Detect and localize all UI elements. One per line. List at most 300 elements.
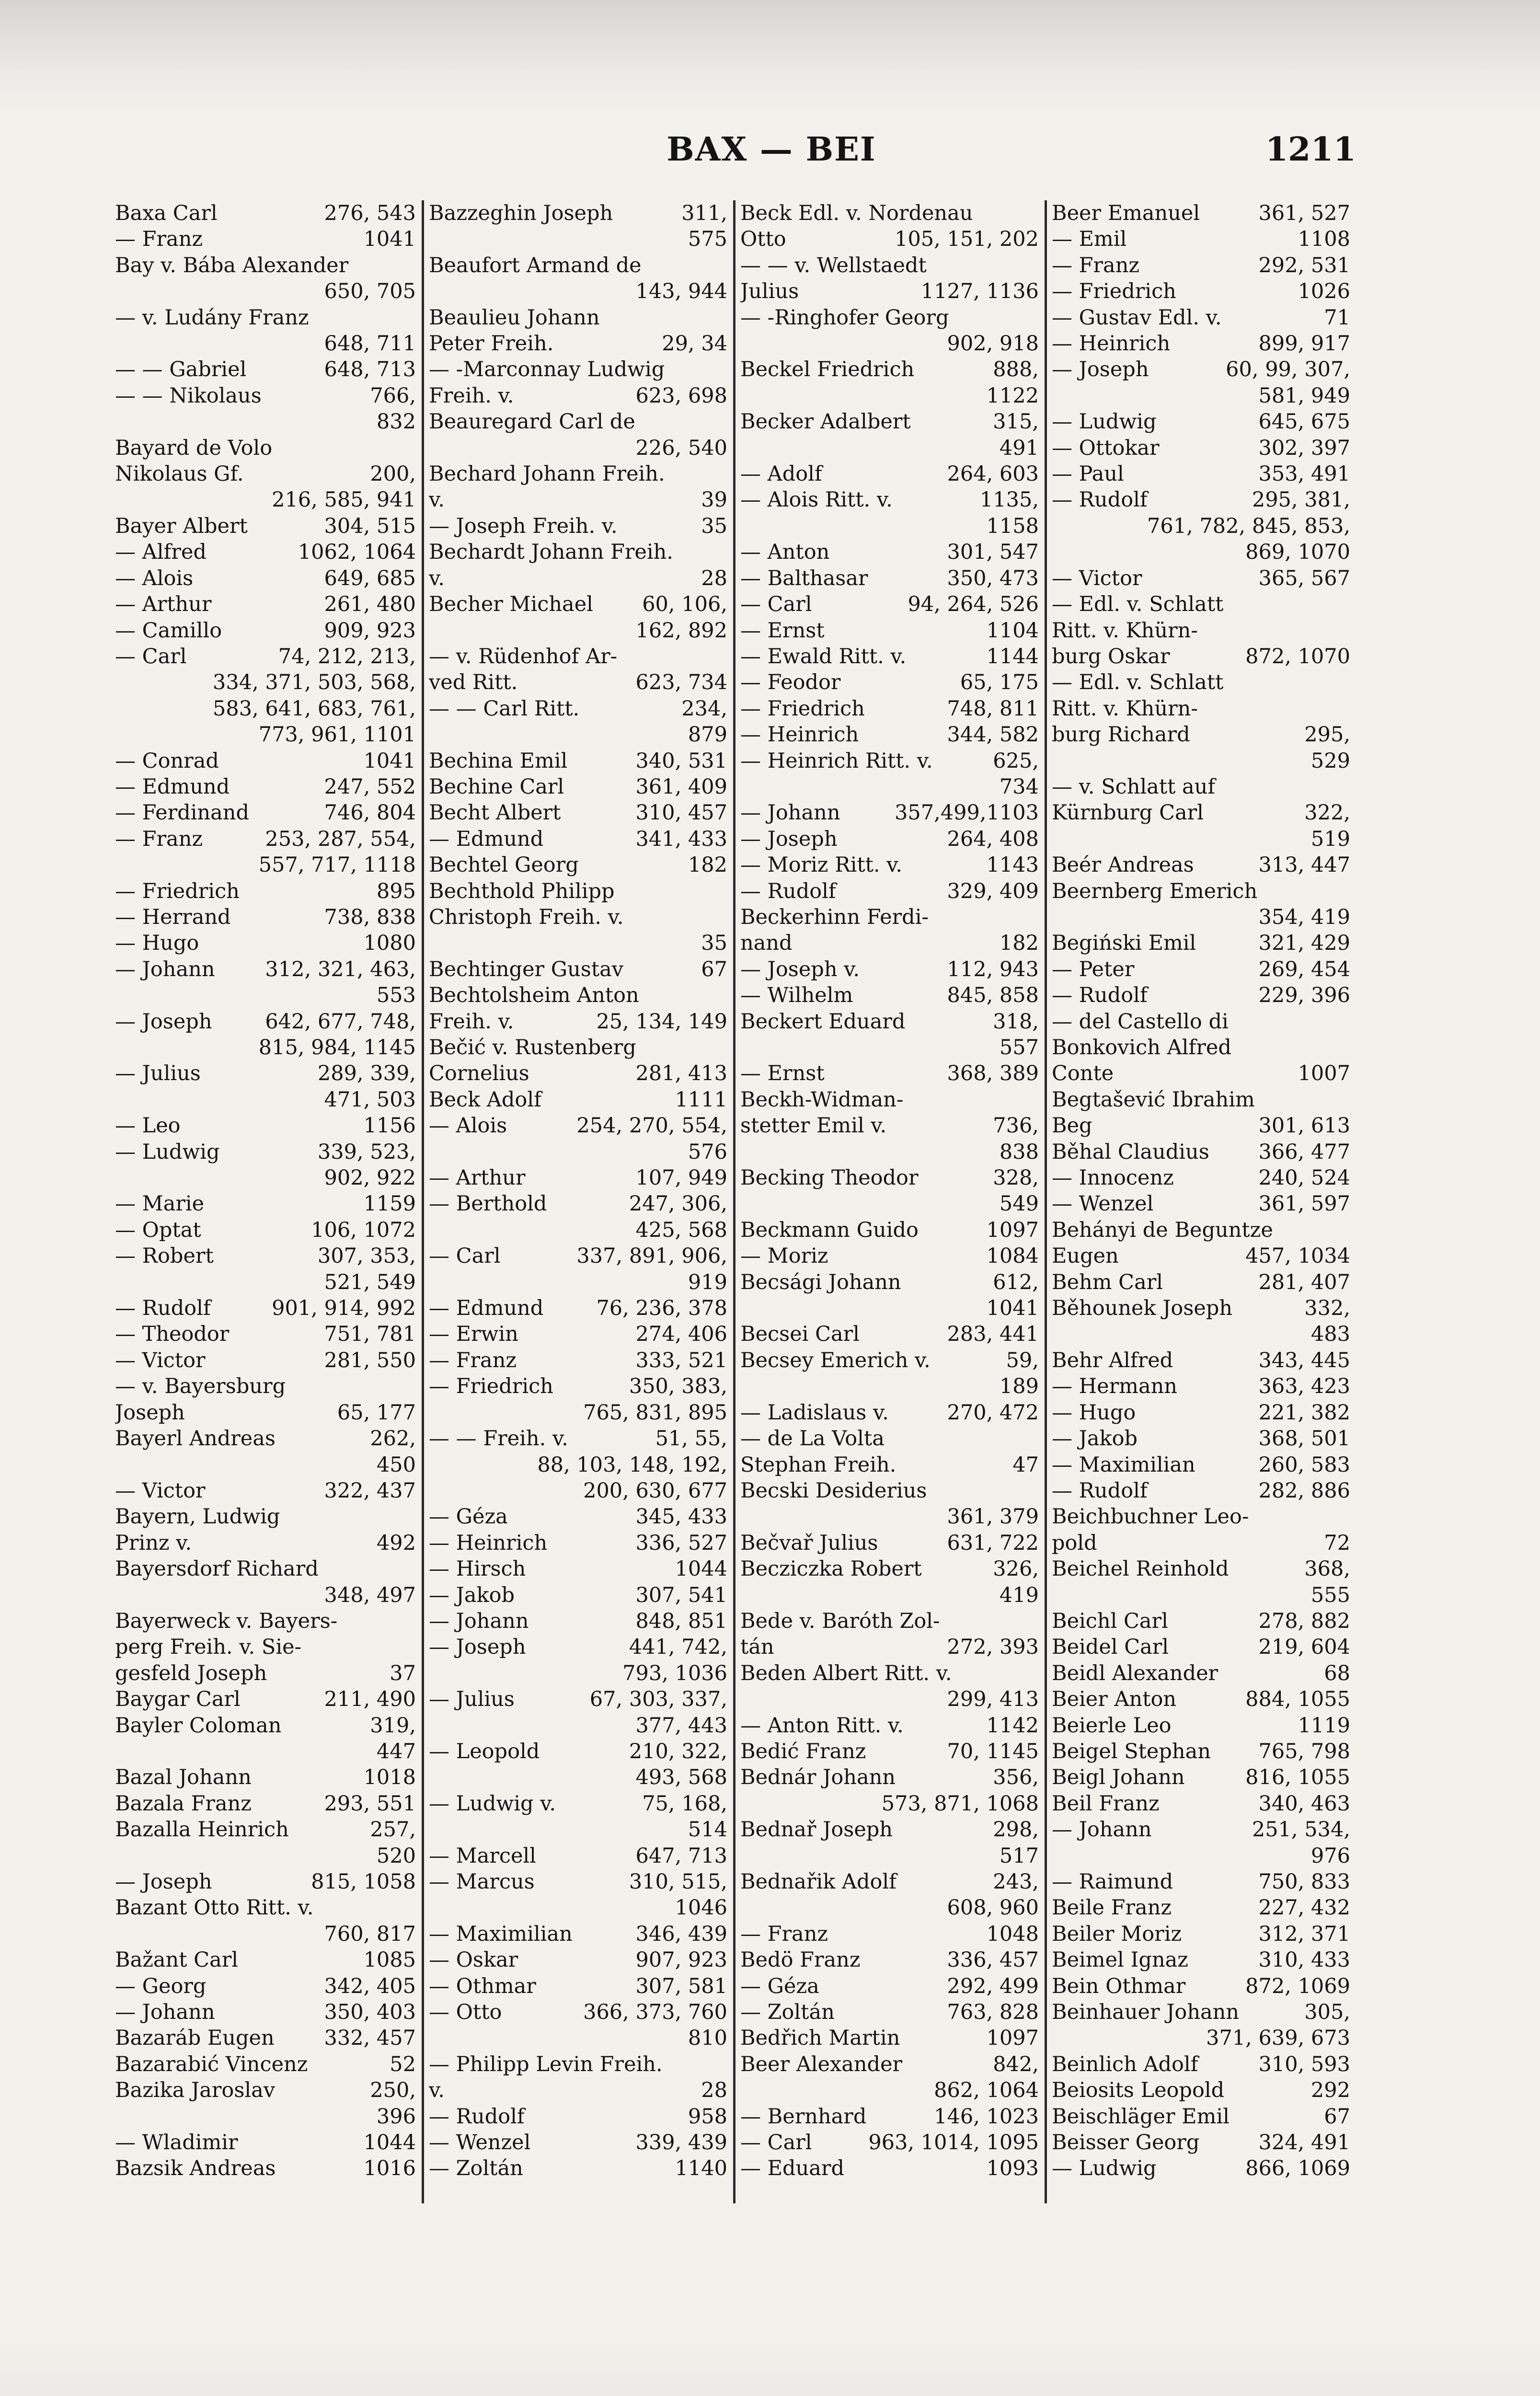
entry-name: Bayersdorf Richard (115, 1557, 319, 1581)
index-entry (1052, 1426, 1350, 1451)
index-entry (115, 800, 416, 826)
index-entry (1052, 748, 1350, 774)
index-entry (429, 591, 727, 617)
entry-name: Prinz v. (115, 1531, 192, 1555)
index-entry (740, 644, 1039, 669)
entry-page-refs: 72 (1324, 1531, 1350, 1555)
index-entry (429, 1843, 727, 1869)
index-entry (740, 1139, 1039, 1165)
entry-page-refs: 377, 443 (635, 1713, 727, 1738)
index-entry (429, 1217, 727, 1243)
entry-page-refs: 281, 407 (1258, 1270, 1350, 1294)
index-entry (740, 982, 1039, 1008)
index-entry (115, 200, 416, 226)
index-entry (740, 305, 1039, 331)
entry-name: — Zoltán (429, 2156, 523, 2181)
entry-page-refs: 647, 713 (635, 1843, 727, 1868)
index-entry (115, 1634, 416, 1660)
index-entry (740, 1556, 1039, 1582)
entry-name: Bazaráb Eugen (115, 2026, 275, 2050)
index-entry (429, 1478, 727, 1504)
entry-page-refs: 350, 383, (629, 1374, 727, 1399)
entry-name: — Edl. v. Schlatt (1052, 592, 1224, 617)
index-entry (115, 1191, 416, 1217)
page-header (110, 126, 1356, 178)
entry-page-refs: 333, 521 (635, 1348, 727, 1372)
index-entry (115, 1113, 416, 1139)
entry-name: Bechtel Georg (429, 853, 579, 877)
index-entry (1052, 2051, 1350, 2077)
index-entry (740, 487, 1039, 513)
index-entry (429, 1764, 727, 1790)
entry-name: — Wenzel (429, 2131, 531, 2155)
entry-page-refs: 1119 (1298, 1713, 1350, 1738)
entry-name: Bazsik Andreas (115, 2156, 276, 2181)
entry-name: — Rudolf (115, 1296, 211, 1321)
entry-page-refs: 816, 1055 (1245, 1765, 1350, 1790)
entry-name: — Otto (429, 2000, 502, 2025)
index-entry (115, 487, 416, 513)
entry-page-refs: 75, 168, (642, 1791, 727, 1816)
entry-page-refs: 361, 527 (1258, 201, 1350, 225)
entry-page-refs: 895 (376, 879, 416, 903)
index-entry (740, 1452, 1039, 1478)
entry-name: — Moriz Ritt. v. (740, 853, 903, 877)
index-entry (115, 1556, 416, 1582)
entry-name: — — v. Wellstaedt (740, 253, 927, 277)
index-entry (115, 331, 416, 357)
entry-page-refs: 289, 339, (317, 1061, 416, 1086)
entry-page-refs: 51, 55, (655, 1427, 727, 1451)
entry-page-refs: 361, 379 (947, 1505, 1039, 1529)
index-entry (1052, 956, 1350, 982)
index-entry (115, 1426, 416, 1451)
index-entry (740, 1869, 1039, 1895)
index-entry (115, 878, 416, 904)
index-entry (115, 1452, 416, 1478)
entry-name: — v. Rüdenhof Ar- (429, 644, 618, 668)
entry-page-refs: 368, 501 (1258, 1427, 1350, 1451)
index-entry (429, 1686, 727, 1712)
entry-page-refs: 866, 1069 (1245, 2156, 1350, 2181)
entry-page-refs: 281, 550 (324, 1348, 416, 1372)
index-entry (429, 1191, 727, 1217)
entry-name: Beckel Friedrich (740, 357, 915, 382)
entry-name: Becsei Carl (740, 1322, 860, 1347)
index-entry (115, 357, 416, 382)
entry-name: Becker Adalbert (740, 410, 911, 434)
index-entry (740, 878, 1039, 904)
entry-name: Bayerweck v. Bayers- (115, 1609, 338, 1633)
entry-page-refs: 750, 833 (1258, 1870, 1350, 1894)
entry-page-refs: 879 (688, 723, 727, 747)
index-entry (115, 1947, 416, 1973)
entry-page-refs: 307, 353, (317, 1244, 416, 1268)
entry-page-refs: 623, 734 (635, 670, 727, 695)
entry-name: — Joseph (429, 1635, 526, 1659)
entry-name: Beidl Alexander (1052, 1661, 1218, 1685)
entry-name: Bay v. Bába Alexander (115, 253, 349, 277)
index-entry (429, 1582, 727, 1608)
index-entry (429, 1530, 727, 1556)
index-entry (1052, 1348, 1350, 1373)
entry-name: Beaufort Armand de (429, 253, 642, 277)
entry-page-refs: 1127, 1136 (920, 279, 1039, 304)
entry-name: Freih. v. (429, 1009, 514, 1034)
entry-page-refs: 226, 540 (635, 436, 727, 460)
entry-name: Beckh-Widman- (740, 1087, 904, 1112)
entry-name: — Berthold (429, 1192, 547, 1216)
index-entry (1052, 722, 1350, 748)
entry-name: — Othmar (429, 1974, 536, 1998)
index-entry (740, 1295, 1039, 1321)
entry-name: — Alfred (115, 540, 207, 564)
index-entry (1052, 1843, 1350, 1869)
entry-page-refs: 65, 177 (337, 1400, 416, 1425)
entry-page-refs: 1026 (1298, 279, 1350, 304)
entry-name: — Ferdinand (115, 801, 249, 825)
entry-name: — Ernst (740, 618, 825, 643)
entry-name: Bechina Emil (429, 749, 568, 773)
index-entry (740, 200, 1039, 226)
entry-page-refs: 366, 373, 760 (583, 2000, 727, 2025)
index-entry (1052, 1530, 1350, 1556)
index-entry (115, 1139, 416, 1165)
entry-name: — Joseph (115, 1009, 212, 1034)
index-entry (429, 826, 727, 852)
entry-page-refs: 322, (1304, 801, 1350, 825)
index-entry (1052, 1817, 1350, 1843)
entry-name: Beer Alexander (740, 2052, 903, 2076)
entry-page-refs: 293, 551 (324, 1791, 416, 1816)
entry-name: Ritt. v. Khürn- (1052, 618, 1198, 643)
entry-page-refs: 901, 914, 992 (272, 1296, 416, 1321)
entry-page-refs: 260, 583 (1258, 1452, 1350, 1477)
index-entry (115, 1400, 416, 1426)
index-entry (429, 2051, 727, 2077)
index-entry (740, 383, 1039, 409)
entry-page-refs: 329, 409 (947, 879, 1039, 903)
entry-name: Bechtinger Gustav (429, 957, 624, 981)
entry-page-refs: 264, 408 (947, 827, 1039, 851)
index-entry (1052, 487, 1350, 513)
entry-name: Beil Franz (1052, 1791, 1160, 1816)
entry-page-refs: 483 (1310, 1322, 1350, 1347)
index-entry (1052, 357, 1350, 382)
entry-name: Bede v. Baróth Zol- (740, 1609, 940, 1633)
index-entry (429, 253, 727, 278)
index-column-2 (422, 200, 733, 2203)
index-entry (740, 1113, 1039, 1139)
entry-page-refs: 365, 567 (1258, 566, 1350, 590)
entry-name: — Heinrich (429, 1531, 548, 1555)
index-entry (429, 774, 727, 800)
index-entry (740, 1713, 1039, 1739)
index-entry (115, 2077, 416, 2103)
entry-name: Beisser Georg (1052, 2131, 1200, 2155)
entry-page-refs: 862, 1064 (934, 2078, 1039, 2103)
entry-page-refs: 902, 922 (324, 1166, 416, 1190)
entry-page-refs: 299, 413 (947, 1687, 1039, 1712)
entry-name: — Rudolf (1052, 1478, 1148, 1503)
index-entry (740, 461, 1039, 487)
entry-name: — Rudolf (429, 2104, 525, 2129)
index-entry (740, 226, 1039, 252)
entry-page-refs: 810 (688, 2026, 727, 2050)
index-entry (740, 1660, 1039, 1686)
entry-name: Bazal Johann (115, 1765, 252, 1790)
index-entry (115, 2051, 416, 2077)
index-entry (115, 409, 416, 435)
entry-name: Beér Andreas (1052, 853, 1194, 877)
entry-name: — Joseph (1052, 357, 1149, 382)
index-entry (740, 1608, 1039, 1634)
entry-name: nand (740, 931, 793, 956)
entry-name: — Eduard (740, 2156, 844, 2181)
entry-name: — Zoltán (740, 2000, 835, 2025)
entry-page-refs: 310, 457 (635, 801, 727, 825)
entry-name: Becht Albert (429, 801, 561, 825)
entry-page-refs: 334, 371, 503, 568, (213, 670, 416, 695)
entry-name: — Erwin (429, 1322, 518, 1347)
entry-page-refs: 60, 99, 307, (1226, 357, 1350, 382)
entry-page-refs: 631, 722 (947, 1531, 1039, 1555)
entry-page-refs: 760, 817 (324, 1922, 416, 1946)
entry-name: — Ludwig (1052, 2156, 1157, 2181)
entry-page-refs: 645, 675 (1258, 410, 1350, 434)
entry-name: ved Ritt. (429, 670, 518, 695)
entry-page-refs: 37 (390, 1661, 416, 1685)
index-entry (740, 565, 1039, 591)
entry-page-refs: 842, (993, 2052, 1039, 2076)
index-entry (740, 1165, 1039, 1191)
entry-page-refs: 106, 1072 (311, 1218, 416, 1242)
entry-page-refs: 348, 497 (324, 1583, 416, 1607)
index-entry (115, 1165, 416, 1191)
index-entry (429, 800, 727, 826)
entry-name: v. (429, 2078, 445, 2103)
entry-name: — v. Ludány Franz (115, 305, 309, 330)
entry-name: Becziczka Robert (740, 1557, 922, 1581)
entry-page-refs: 1097 (986, 2026, 1039, 2050)
index-entry (1052, 1373, 1350, 1399)
entry-name: Cornelius (429, 1061, 529, 1086)
entry-page-refs: 1007 (1298, 1061, 1350, 1086)
index-entry (115, 539, 416, 565)
index-entry (740, 1999, 1039, 2025)
entry-name: v. (429, 488, 445, 512)
entry-page-refs: 332, (1304, 1296, 1350, 1321)
index-entry (1052, 1113, 1350, 1139)
entry-name: — Conrad (115, 749, 219, 773)
index-entry (115, 1035, 416, 1060)
entry-page-refs: 1041 (363, 749, 416, 773)
entry-name: Bazalla Heinrich (115, 1818, 289, 1842)
entry-page-refs: 28 (701, 2078, 727, 2103)
entry-page-refs: 68 (1324, 1661, 1350, 1685)
entry-page-refs: 1085 (363, 1948, 416, 1972)
entry-name: Beimel Ignaz (1052, 1948, 1188, 1972)
entry-name: — Edmund (115, 774, 230, 799)
index-entry (1052, 696, 1350, 722)
index-column-4 (1045, 200, 1356, 2203)
entry-name: Beile Franz (1052, 1896, 1172, 1920)
index-entry (115, 1295, 416, 1321)
entry-name: Beichbuchner Leo- (1052, 1505, 1249, 1529)
entry-page-refs: 341, 433 (635, 827, 727, 851)
entry-page-refs: 307, 581 (635, 1974, 727, 1998)
index-entry (115, 461, 416, 487)
index-entry (429, 357, 727, 382)
entry-name: — Wladimir (115, 2131, 238, 2155)
index-entry (1052, 1035, 1350, 1060)
index-entry (429, 1817, 727, 1843)
entry-page-refs: 848, 851 (635, 1609, 727, 1633)
index-entry (429, 982, 727, 1008)
entry-name: — Wilhelm (740, 983, 853, 1008)
entry-name: Bayard de Volo (115, 436, 273, 460)
index-entry (115, 1530, 416, 1556)
index-entry (115, 1973, 416, 1999)
entry-page-refs: 292, 531 (1258, 253, 1350, 277)
entry-name: v. (429, 566, 445, 590)
entry-name: gesfeld Joseph (115, 1661, 267, 1685)
index-entry (115, 1269, 416, 1295)
entry-page-refs: 529 (1310, 749, 1350, 773)
entry-name: — Friedrich (115, 879, 240, 903)
entry-page-refs: 396 (376, 2104, 416, 2129)
entry-name: Becski Desiderius (740, 1478, 927, 1503)
entry-name: — Heinrich (740, 723, 859, 747)
entry-name: perg Freih. v. Sie- (115, 1635, 302, 1659)
entry-page-refs: 1041 (986, 1296, 1039, 1321)
entry-page-refs: 1156 (363, 1114, 416, 1138)
index-entry (429, 1243, 727, 1269)
index-entry (1052, 1165, 1350, 1191)
entry-page-refs: 557 (999, 1036, 1039, 1060)
index-entry (429, 1713, 727, 1739)
entry-page-refs: 339, 523, (317, 1140, 416, 1164)
entry-name: Beaulieu Johann (429, 305, 600, 330)
entry-name: Beernberg Emerich (1052, 879, 1258, 903)
entry-name: — de La Volta (740, 1427, 885, 1451)
entry-page-refs: 247, 552 (324, 774, 416, 799)
index-entry (115, 2130, 416, 2155)
index-entry (740, 956, 1039, 982)
entry-page-refs: 339, 439 (635, 2131, 727, 2155)
index-entry (1052, 435, 1350, 461)
entry-name: Beidel Carl (1052, 1635, 1169, 1659)
entry-page-refs: 872, 1069 (1245, 1974, 1350, 1998)
entry-page-refs: 94, 264, 526 (908, 592, 1039, 617)
index-entry (115, 982, 416, 1008)
index-entry (115, 1608, 416, 1634)
entry-page-refs: 425, 568 (635, 1218, 727, 1242)
entry-name: — Alois (429, 1114, 507, 1138)
entry-page-refs: 642, 677, 748, (265, 1009, 416, 1034)
entry-name: — Peter (1052, 957, 1135, 981)
index-entry (1052, 1478, 1350, 1504)
index-entry (740, 1843, 1039, 1869)
index-entry (1052, 1295, 1350, 1321)
index-entry (429, 1504, 727, 1530)
index-entry (429, 748, 727, 774)
entry-name: — Franz (115, 227, 203, 252)
index-entry (429, 1269, 727, 1295)
entry-page-refs: 143, 944 (635, 279, 727, 304)
index-entry (740, 2051, 1039, 2077)
entry-name: Eugen (1052, 1244, 1119, 1268)
index-entry (1052, 1608, 1350, 1634)
entry-page-refs: 902, 918 (947, 332, 1039, 356)
entry-name: — Joseph v. (740, 957, 860, 981)
index-entry (1052, 878, 1350, 904)
index-column-3 (733, 200, 1045, 2203)
index-entry (740, 774, 1039, 800)
index-entry (1052, 669, 1350, 695)
entry-page-refs: 76, 236, 378 (596, 1296, 727, 1321)
index-entry (1052, 565, 1350, 591)
entry-name: Bayler Coloman (115, 1713, 282, 1738)
entry-page-refs: 872, 1070 (1245, 644, 1350, 668)
index-entry (429, 1791, 727, 1817)
index-entry (115, 2104, 416, 2130)
index-entry (1052, 1739, 1350, 1764)
entry-page-refs: 74, 212, 213, (278, 644, 416, 668)
index-entry (115, 1321, 416, 1347)
index-entry (740, 253, 1039, 278)
index-entry (1052, 826, 1350, 852)
entry-name: — Friedrich (1052, 279, 1176, 304)
index-entry (740, 669, 1039, 695)
index-entry (740, 331, 1039, 357)
entry-name: — v. Bayersburg (115, 1374, 286, 1399)
entry-page-refs: 326, (993, 1557, 1039, 1581)
entry-name: Beiler Moriz (1052, 1922, 1182, 1946)
index-entry (115, 826, 416, 852)
index-entry (115, 722, 416, 748)
index-entry (429, 565, 727, 591)
entry-name: — del Castello di (1052, 1009, 1229, 1034)
entry-name: — Anton Ritt. v. (740, 1713, 904, 1738)
index-entry (740, 1191, 1039, 1217)
index-entry (115, 774, 416, 800)
entry-page-refs: 250, (370, 2078, 416, 2103)
index-entry (1052, 1556, 1350, 1582)
index-entry (429, 904, 727, 930)
entry-name: Bayer Albert (115, 514, 248, 538)
running-head: BAX — BEI (667, 130, 876, 169)
index-entry (1052, 1269, 1350, 1295)
entry-page-refs: 1142 (986, 1713, 1039, 1738)
entry-name: — Heinrich Ritt. v. (740, 749, 933, 773)
entry-page-refs: 292 (1310, 2078, 1350, 2103)
entry-name: Bonkovich Alfred (1052, 1036, 1231, 1060)
entry-page-refs: 734 (999, 774, 1039, 799)
entry-name: Beckmann Guido (740, 1218, 919, 1242)
entry-page-refs: 39 (701, 488, 727, 512)
index-entry (740, 1243, 1039, 1269)
entry-page-refs: 793, 1036 (622, 1661, 727, 1685)
index-entry (740, 2104, 1039, 2130)
entry-name: Beauregard Carl de (429, 410, 635, 434)
entry-name: Bednár Johann (740, 1765, 896, 1790)
entry-page-refs: 292, 499 (947, 1974, 1039, 1998)
index-entry (1052, 1973, 1350, 1999)
entry-page-refs: 272, 393 (947, 1635, 1039, 1659)
entry-page-refs: 748, 811 (947, 696, 1039, 721)
index-entry (1052, 1504, 1350, 1530)
